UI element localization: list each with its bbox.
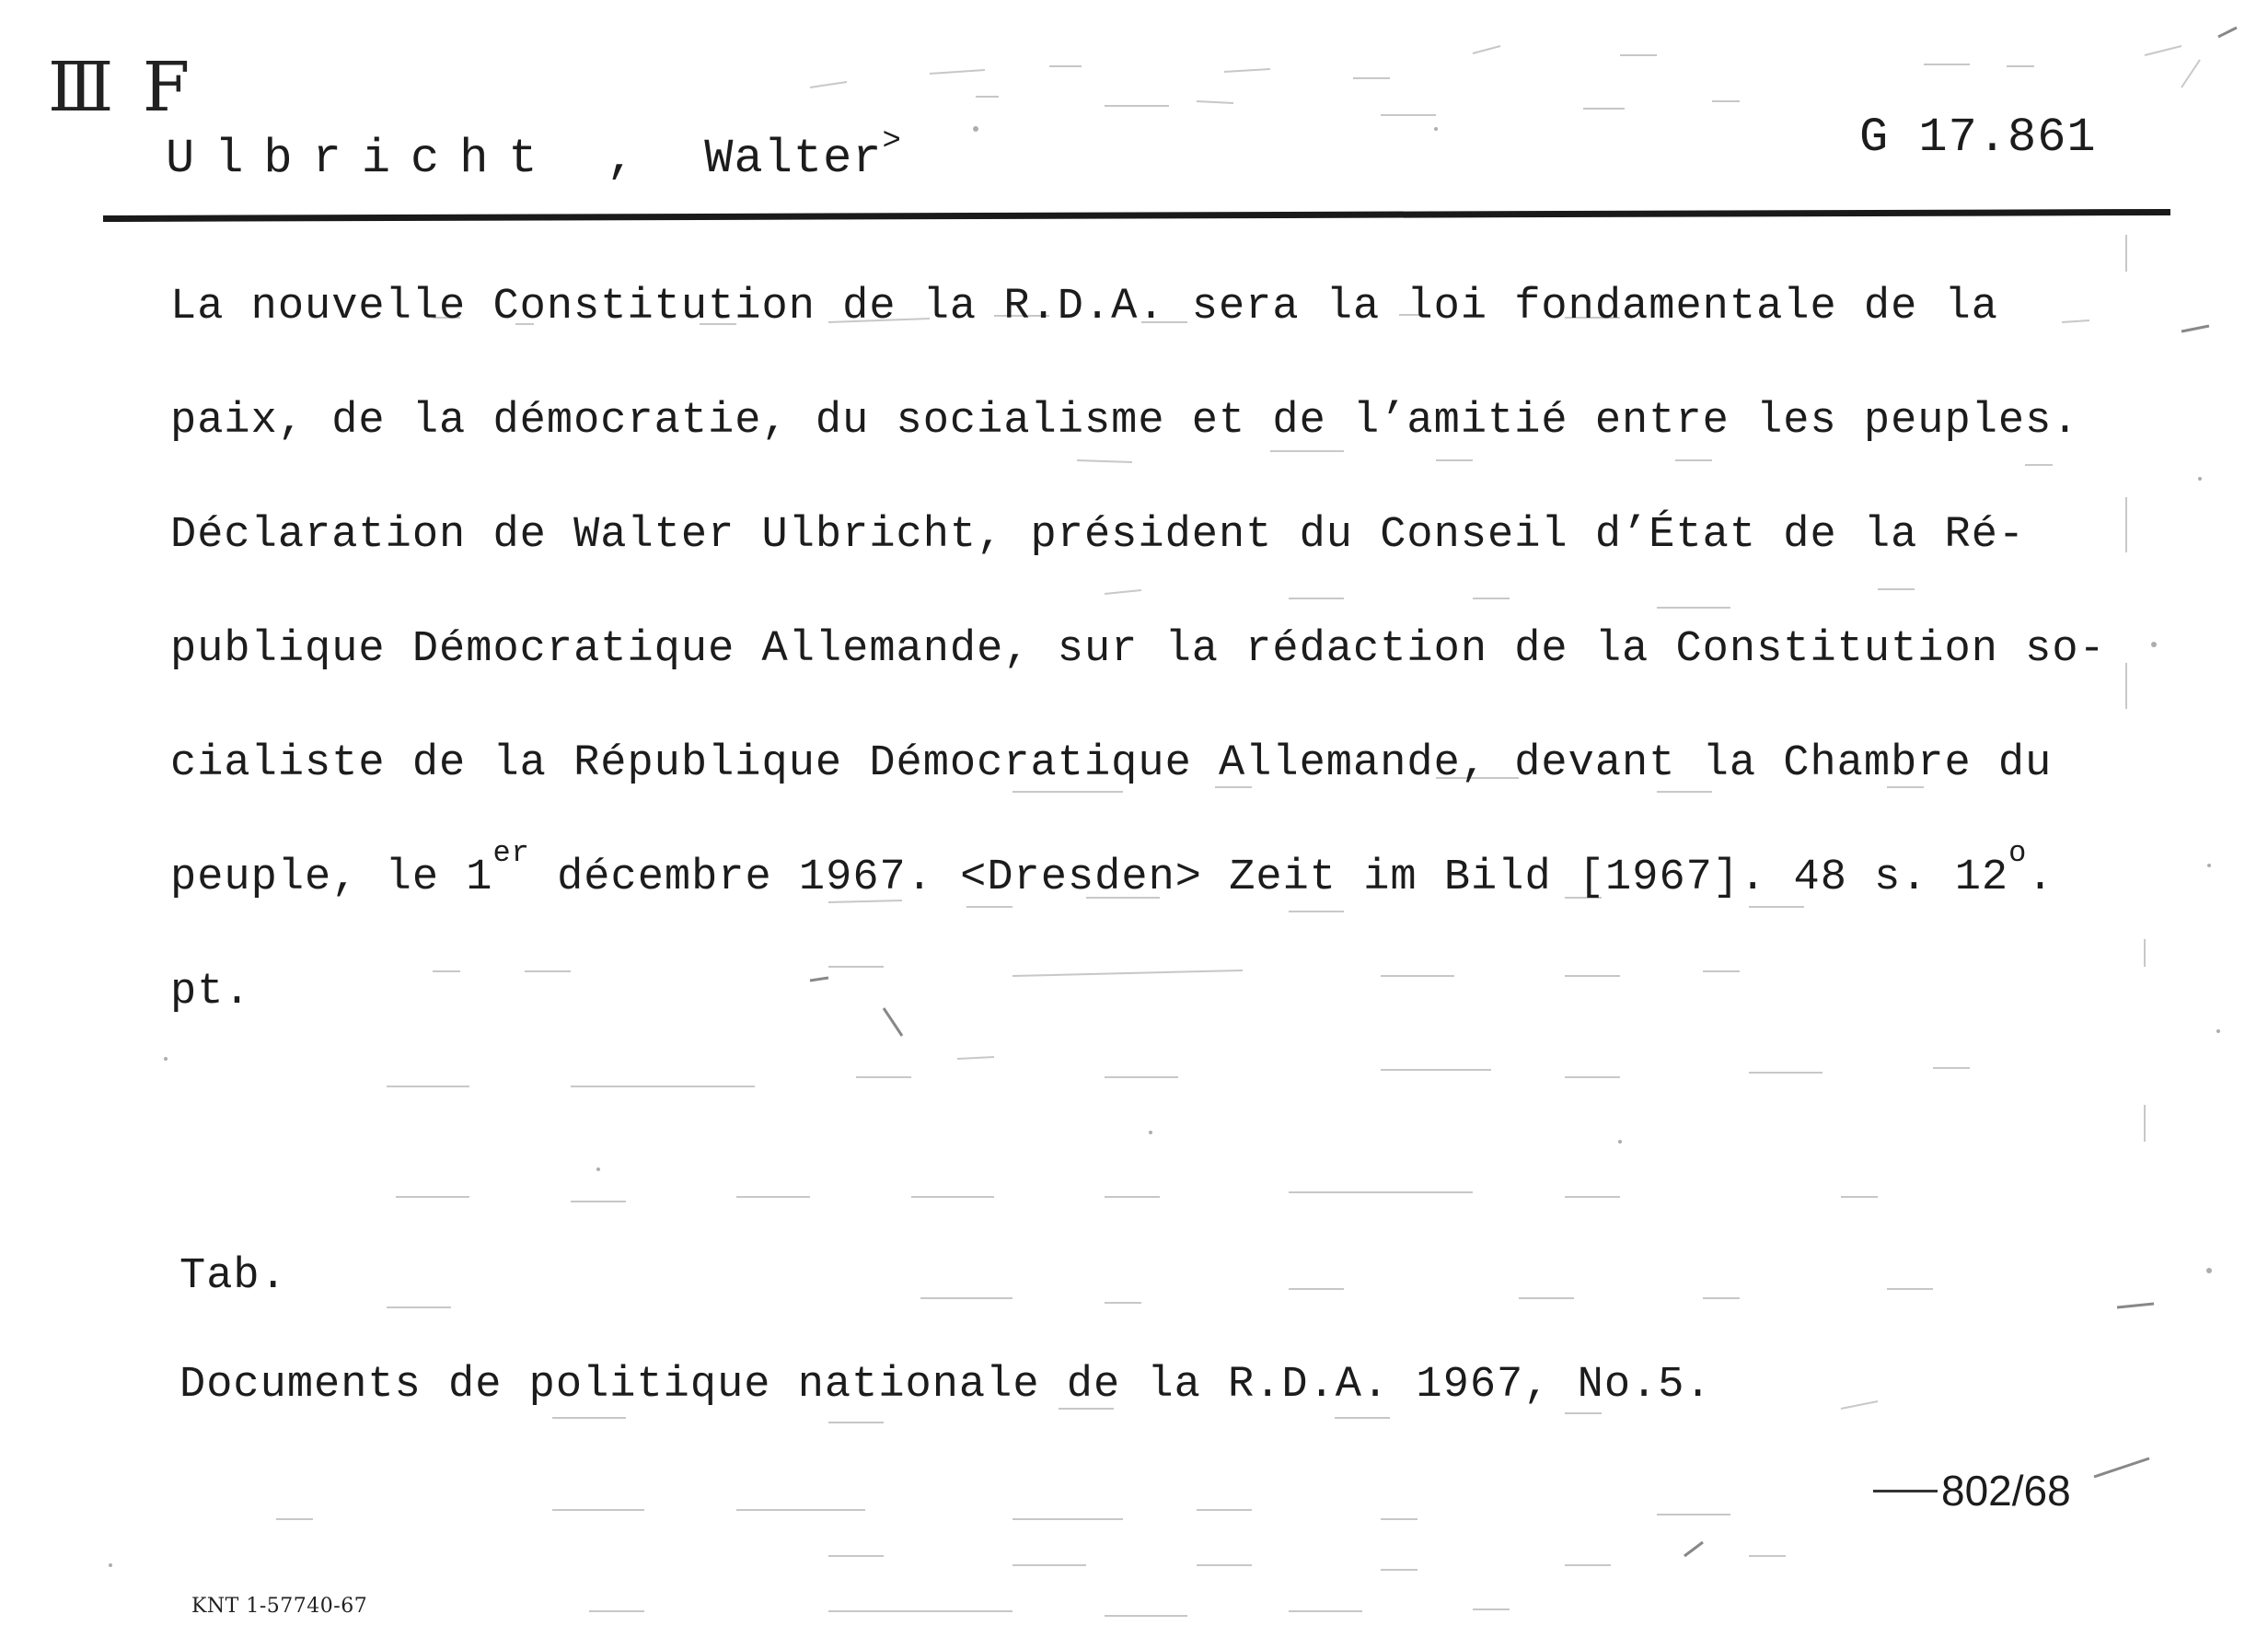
description-line: publique Démocratique Allemande, sur la rédaction de la Constitution so- <box>170 625 2106 674</box>
description-line: paix, de la démocratie, du socialisme et de l’amitié entre les peuples. <box>170 397 2079 446</box>
classification-mark: Ⅲ F <box>48 48 194 127</box>
tab-note: Tab. <box>179 1252 287 1301</box>
call-number: G 17.861 <box>1859 110 2097 165</box>
author-heading <box>166 124 901 186</box>
description-line: Déclaration de Walter Ulbricht, président du Conseil d’État de la Ré- <box>170 511 2026 560</box>
author-surname: Ulbricht , <box>166 132 656 186</box>
imprint-part-b: décembre 1967. <Dresden> Zeit im Bild [1967]. 48 s. 12 <box>529 854 2009 902</box>
description-block <box>170 250 2158 1050</box>
description-line: cialiste de la République Démocratique Allemande, devant la Chambre du <box>170 739 2053 788</box>
imprint-part-a: peuple, le 1 <box>170 854 493 902</box>
author-given-name: Walter <box>704 132 883 186</box>
accession-dash <box>1873 1490 1938 1492</box>
physical-desc-line: pt. <box>170 968 251 1016</box>
description-line: La nouvelle Constitution de la R.D.A. sera la loi fondamentale de la <box>170 283 1998 331</box>
accession-number <box>1873 1466 2071 1515</box>
imprint-part-c: . <box>2027 854 2054 902</box>
accession-value: 802/68 <box>1941 1467 2071 1515</box>
printer-code: KNT 1-57740-67 <box>191 1595 368 1618</box>
series-note: Documents de politique nationale de la R.D.A. 1967, No.5. <box>179 1361 1712 1410</box>
author-mark: > <box>882 124 901 159</box>
format-superscript: o <box>2008 836 2028 870</box>
ordinal-superscript: er <box>492 836 530 870</box>
imprint-line <box>170 821 2158 935</box>
